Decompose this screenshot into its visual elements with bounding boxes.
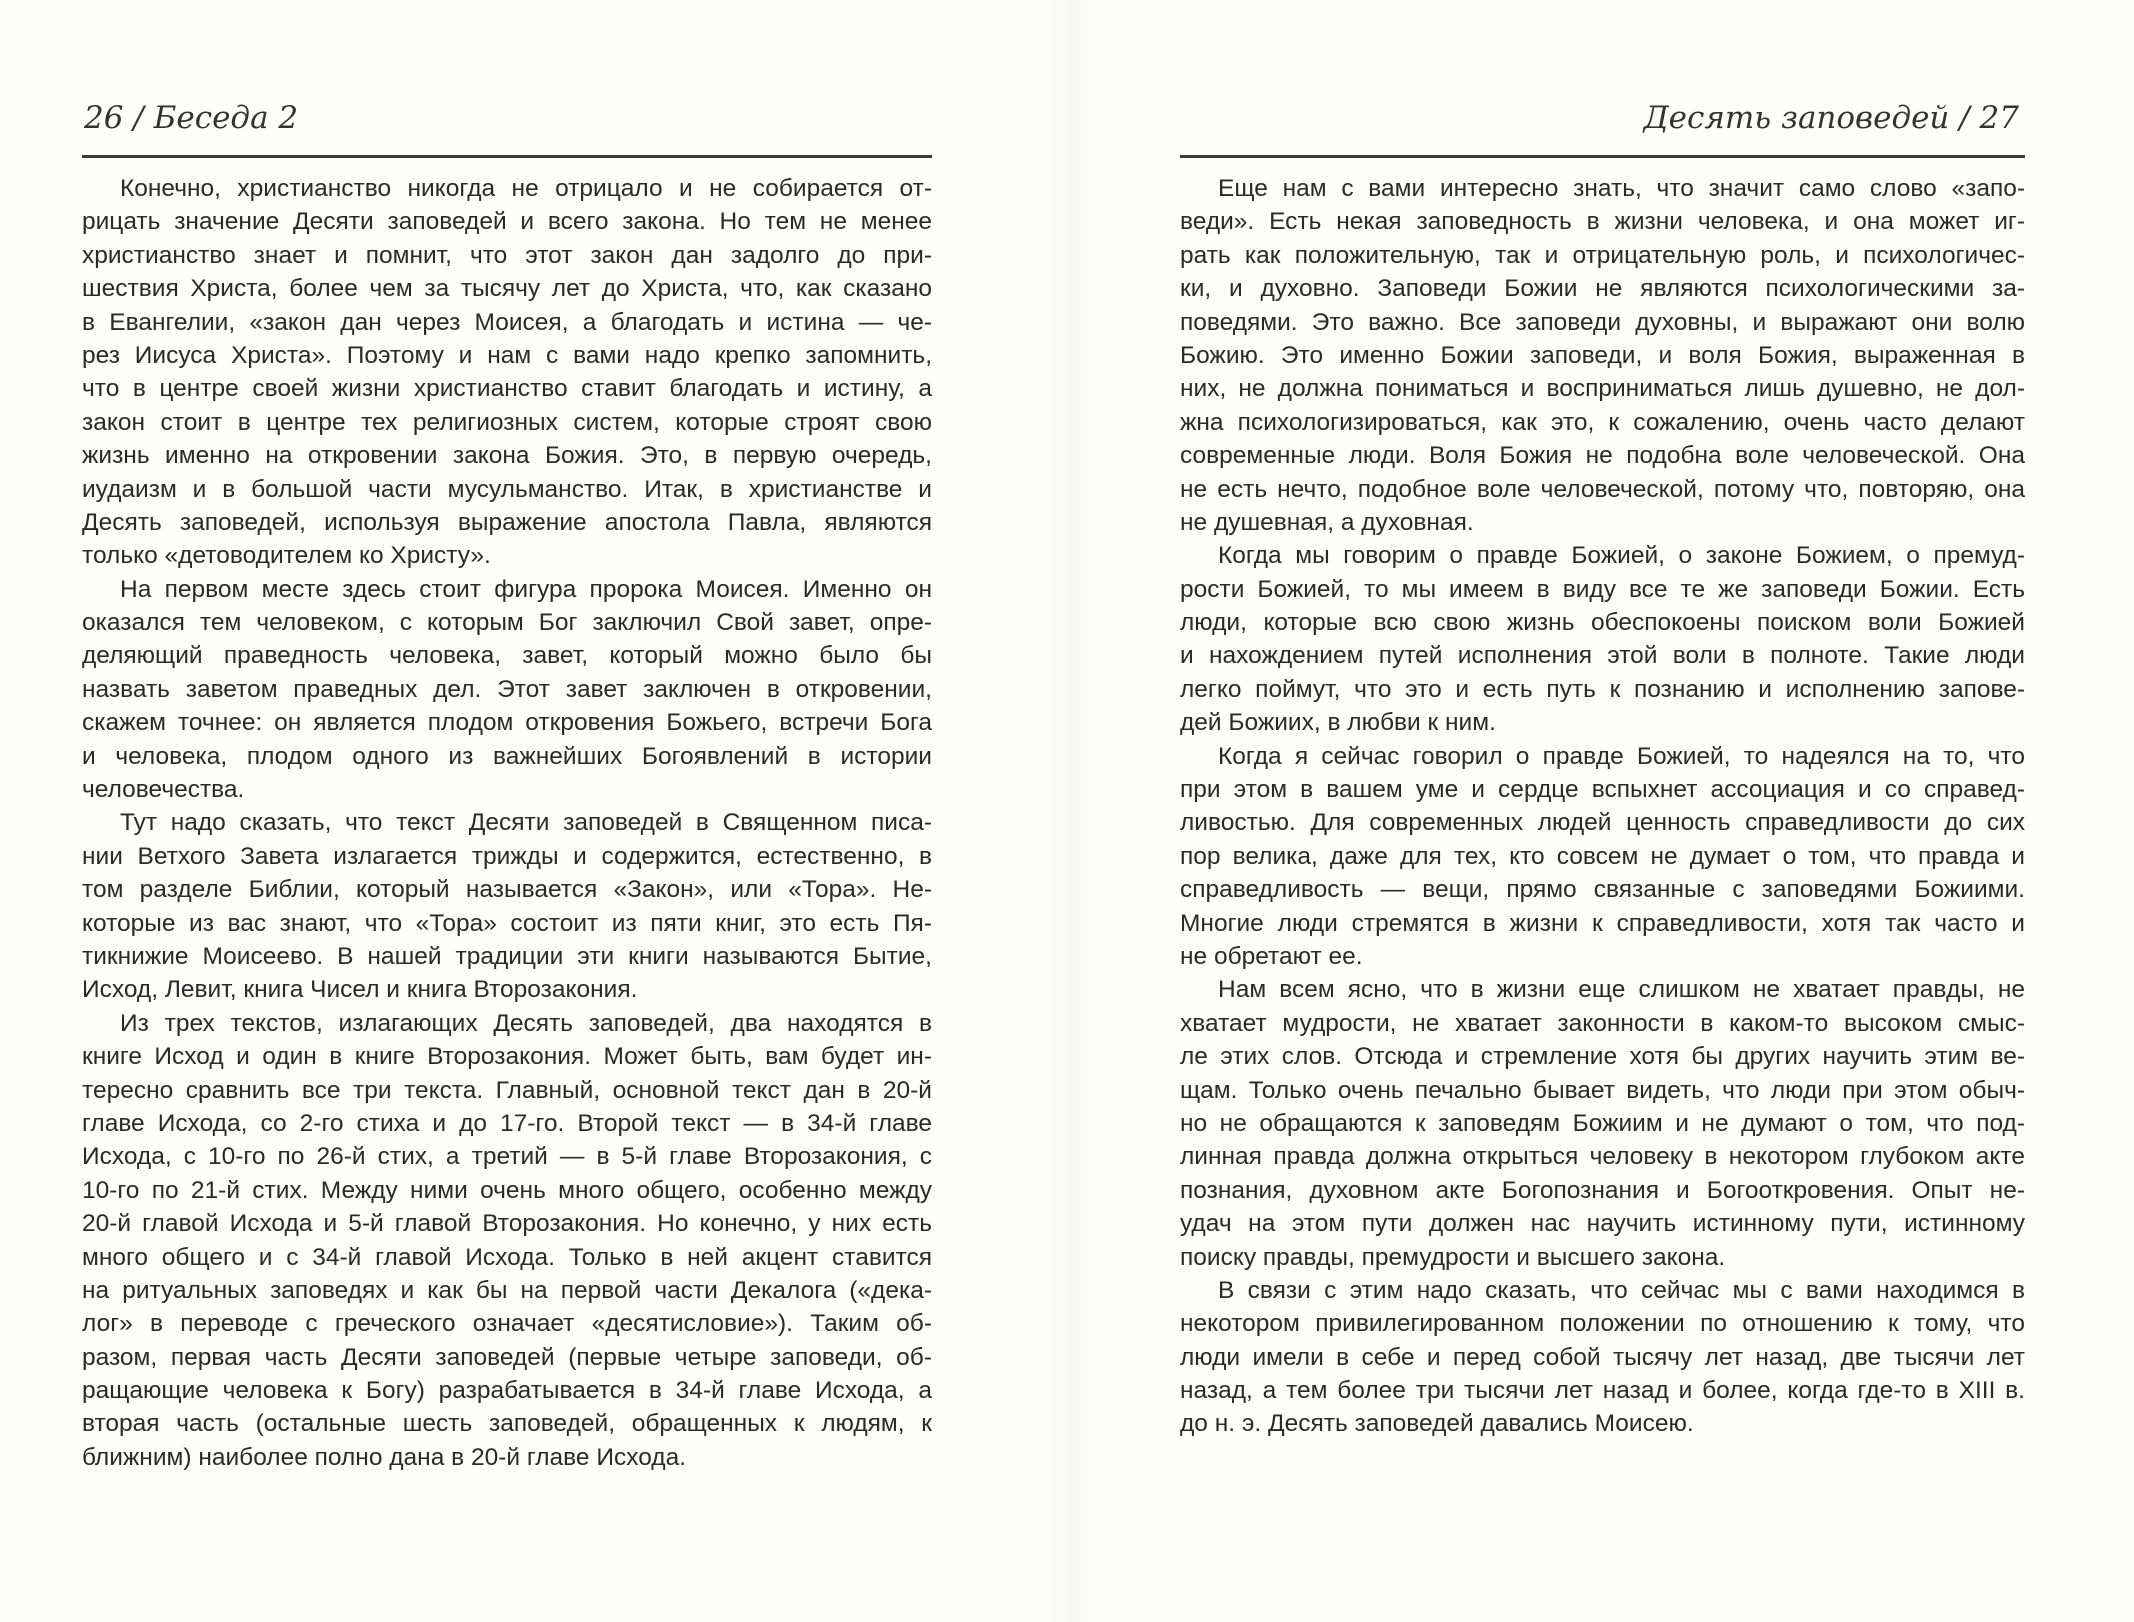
text-line: скажем точнее: он является плодом откровения Божьего, встречи Бога xyxy=(82,709,932,737)
text-line: веди». Есть некая заповедность в жизни человека, и она может иг- xyxy=(1180,208,2025,236)
text-line: разом, первая часть Десяти заповедей (первые четыре заповеди, об- xyxy=(82,1343,932,1371)
text-line: 10-го по 21-й стих. Между ними очень много общего, особенно между xyxy=(82,1176,932,1204)
paragraph xyxy=(1180,172,2025,539)
text-line: Когда я сейчас говорил о правде Божией, то надеялся на то, что xyxy=(1218,742,2025,770)
paragraph xyxy=(82,573,932,807)
text-line: Из трех текстов, излагающих Десять заповедей, два находятся в xyxy=(120,1009,932,1037)
text-line: нии Ветхого Завета излагается трижды и содержится, естественно, в xyxy=(82,842,932,870)
page-body xyxy=(82,172,932,1474)
text-line: человечества. xyxy=(82,776,245,804)
right-page xyxy=(1180,0,2025,1622)
text-line: Когда мы говорим о правде Божией, о законе Божием, о премуд- xyxy=(1218,542,2025,570)
text-line: легко поймут, что это и есть путь к познанию и исполнению запове- xyxy=(1180,675,2025,703)
text-line: назвать заветом праведных дел. Этот завет заключен в откровении, xyxy=(82,675,932,703)
text-line: познания, духовном акте Богопознания и Богооткровения. Опыт не- xyxy=(1180,1176,2025,1204)
text-line: Конечно, христианство никогда не отрицало и не собирается от- xyxy=(120,175,932,202)
text-line: жизнь именно на откровении закона Божия. Это, в первую очередь, xyxy=(82,442,932,470)
text-line: линная правда должна открыться человеку в некотором глубоком акте xyxy=(1180,1143,2025,1171)
text-line: лог» в переводе с греческого означает «десятисловие»). Таким об- xyxy=(82,1310,932,1338)
text-line: них, не должна пониматься и восприниматься лишь душевно, не дол- xyxy=(1180,375,2025,403)
text-line: щам. Только очень печально бывает видеть, что люди при этом обыч- xyxy=(1180,1076,2025,1104)
text-line: книге Исход и один в книге Второзакония. Может быть, вам будет ин- xyxy=(82,1043,932,1071)
text-line: некотором привилегированном положении по отношению к тому, что xyxy=(1180,1310,2025,1338)
text-line: главе Исхода, со 2-го стиха и до 17-го. Второй текст — в 34-й главе xyxy=(82,1109,932,1137)
paragraph xyxy=(1180,1274,2025,1441)
running-header-left: 26 / Беседа 2 xyxy=(84,100,299,136)
text-line: справедливость — вещи, прямо связанные с заповедями Божиими. xyxy=(1180,876,2025,904)
text-line: пор велика, даже для тех, кто совсем не думает о том, что правда и xyxy=(1180,842,2025,870)
running-header-right: Десять заповедей / 27 xyxy=(1643,100,2019,136)
text-line: на ритуальных заповедях и как бы на первой части Декалога («дека- xyxy=(82,1276,932,1304)
text-line: ращающие человека к Богу) разрабатывается в 34-й главе Исхода, а xyxy=(82,1377,932,1405)
text-line: до н. э. Десять заповедей давались Моисею. xyxy=(1180,1410,1694,1438)
text-line: современные люди. Воля Божия не подобна воле человеческой. Она xyxy=(1180,442,2025,470)
text-line: рицать значение Десяти заповедей и всего закона. Но тем не менее xyxy=(82,208,932,236)
text-line: и человека, плодом одного из важнейших Богоявлений в истории xyxy=(82,742,932,770)
text-line: не обретают ее. xyxy=(1180,942,1363,970)
paragraph xyxy=(1180,740,2025,974)
text-line: иудаизм и в большой части мусульманство. Итак, в христианстве и xyxy=(82,475,932,503)
text-line: тикнижие Моисеево. В нашей традиции эти книги называются Бытие, xyxy=(82,942,932,970)
text-line: и нахождением путей исполнения этой воли в полноте. Такие люди xyxy=(1180,642,2025,670)
text-line: ближним) наиболее полно дана в 20-й главе Исхода. xyxy=(82,1443,687,1471)
paragraph xyxy=(82,172,932,573)
text-line: ливостью. Для современных людей ценность справедливости до сих xyxy=(1180,809,2025,837)
text-line: рости Божией, то мы имеем в виду все те же заповеди Божии. Есть xyxy=(1180,575,2025,603)
text-line: рать как положительную, так и отрицательную роль, и психологичес- xyxy=(1180,241,2025,269)
text-line: Божию. Это именно Божии заповеди, и воля Божия, выраженная в xyxy=(1180,341,2025,369)
header-rule xyxy=(82,155,932,158)
text-line: жна психологизироваться, как это, к сожалению, очень часто делают xyxy=(1180,408,2025,436)
text-line: но не обращаются к заповедям Божиим и не думают о том, что под- xyxy=(1180,1109,2025,1137)
text-line: назад, а тем более три тысячи лет назад и более, когда где-то в XIII в. xyxy=(1180,1377,2025,1405)
text-line: христианство знает и помнит, что этот закон дан задолго до при- xyxy=(82,241,932,269)
text-line: ки, и духовно. Заповеди Божии не являются психологическими за- xyxy=(1180,275,2025,303)
text-line: поиску правды, премудрости и высшего закона. xyxy=(1180,1243,1726,1271)
text-line: дей Божиих, в любви к ним. xyxy=(1180,709,1496,737)
text-line: люди, которые всю свою жизнь обеспокоены поиском воли Божией xyxy=(1180,609,2025,637)
text-line: Многие люди стремятся в жизни к справедливости, хотя так часто и xyxy=(1180,909,2025,937)
text-line: деляющий праведность человека, завет, который можно было бы xyxy=(82,642,932,670)
text-line: удач на этом пути должен нас научить истинному пути, истинному xyxy=(1180,1210,2025,1238)
text-line: при этом в вашем уме и сердце вспыхнет ассоциация и со справед- xyxy=(1180,776,2025,804)
page-body xyxy=(1180,172,2025,1441)
left-page xyxy=(82,0,932,1622)
text-line: поведями. Это важно. Все заповеди духовны, и выражают они волю xyxy=(1180,308,2025,336)
paragraph xyxy=(1180,539,2025,739)
text-line: оказался тем человеком, с которым Бог заключил Свой завет, опре- xyxy=(82,609,932,637)
text-line: которые из вас знают, что «Тора» состоит из пяти книг, это есть Пя- xyxy=(82,909,932,937)
text-line: вторая часть (остальные шесть заповедей, обращенных к людям, к xyxy=(82,1410,932,1438)
text-line: В связи с этим надо сказать, что сейчас мы с вами находимся в xyxy=(1218,1276,2025,1304)
text-line: Нам всем ясно, что в жизни еще слишком не хватает правды, не xyxy=(1218,976,2025,1004)
paragraph xyxy=(82,1007,932,1474)
text-line: том разделе Библии, который называется «Закон», или «Тора». Не- xyxy=(82,876,932,904)
text-line: не есть нечто, подобное воле человеческой, потому что, повторяю, она xyxy=(1180,475,2025,503)
text-line: Тут надо сказать, что текст Десяти заповедей в Священном писа- xyxy=(120,809,932,837)
text-line: закон стоит в центре тех религиозных систем, которые строят свою xyxy=(82,408,932,436)
text-line: Исход, Левит, книга Чисел и книга Второзакония. xyxy=(82,976,638,1004)
text-line: Десять заповедей, используя выражение апостола Павла, являются xyxy=(82,508,932,536)
paragraph xyxy=(1180,973,2025,1274)
text-line: что в центре своей жизни христианство ставит благодать и истину, а xyxy=(82,375,932,403)
book-gutter-shadow xyxy=(1040,0,1100,1622)
text-line: в Евангелии, «закон дан через Моисея, а благодать и истина — че- xyxy=(82,308,932,336)
text-line: тересно сравнить все три текста. Главный, основной текст дан в 20-й xyxy=(82,1076,932,1104)
text-line: хватает мудрости, не хватает законности в каком-то высоком смыс- xyxy=(1180,1009,2025,1037)
text-line: не душевная, а духовная. xyxy=(1180,508,1474,536)
text-line: Исхода, с 10-го по 26-й стих, а третий — в 5-й главе Второзакония, с xyxy=(82,1143,932,1171)
text-line: люди имели в себе и перед собой тысячу лет назад, две тысячи лет xyxy=(1180,1343,2025,1371)
text-line: На первом месте здесь стоит фигура пророка Моисея. Именно он xyxy=(120,575,932,603)
text-line: много общего и с 34-й главой Исхода. Только в ней акцент ставится xyxy=(82,1243,932,1271)
text-line: рез Иисуса Христа». Поэтому и нам с вами надо крепко запомнить, xyxy=(82,341,932,369)
text-line: только «детоводителем ко Христу». xyxy=(82,542,491,570)
header-rule xyxy=(1180,155,2025,158)
text-line: ле этих слов. Отсюда и стремление хотя бы других научить этим ве- xyxy=(1180,1043,2025,1071)
text-line: шествия Христа, более чем за тысячу лет до Христа, что, как сказано xyxy=(82,275,932,303)
paragraph xyxy=(82,806,932,1006)
text-line: Еще нам с вами интересно знать, что значит само слово «запо- xyxy=(1218,175,2025,202)
text-line: 20-й главой Исхода и 5-й главой Второзакония. Но конечно, у них есть xyxy=(82,1210,932,1238)
